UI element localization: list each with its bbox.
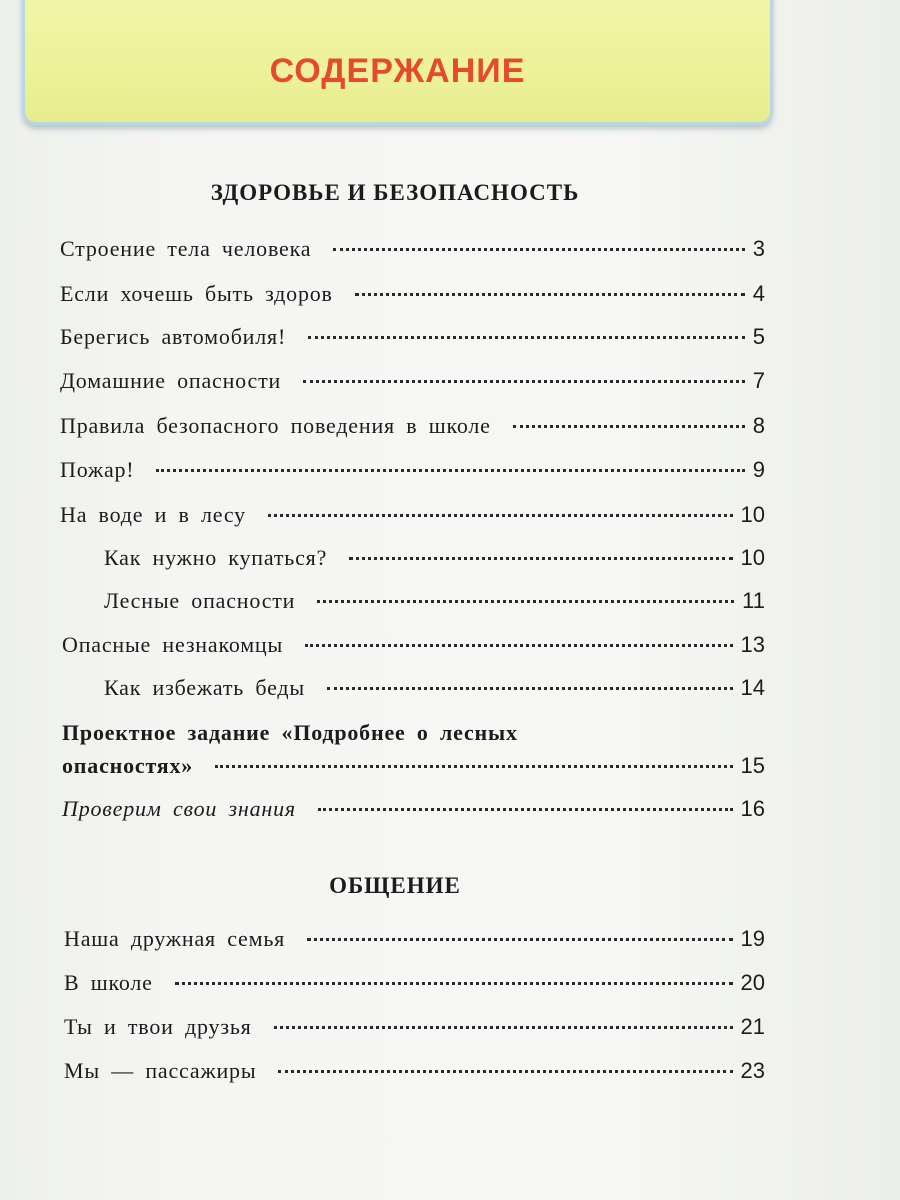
toc-page-number: 20 [740, 970, 765, 995]
toc-entry[interactable] [60, 236, 765, 262]
leader-dots [308, 336, 745, 339]
leader-dots [175, 982, 733, 985]
toc-subentry[interactable] [104, 545, 765, 571]
toc-entry[interactable] [60, 368, 765, 394]
toc-page-number: 11 [742, 588, 765, 613]
toc-page-number: 19 [740, 926, 765, 951]
toc-entry-label: Опасные незнакомцы [62, 632, 284, 657]
toc-entry-label: Проверим свои знания [62, 796, 296, 821]
toc-entry-label: В школе [64, 970, 153, 995]
leader-dots [318, 808, 733, 811]
toc-subentry[interactable] [104, 675, 765, 701]
toc-page-number: 21 [740, 1014, 765, 1039]
toc-page-number: 16 [740, 796, 765, 821]
toc-page-number: 3 [752, 236, 765, 261]
toc-entry-label: Если хочешь быть здоров [60, 281, 333, 306]
toc-page-number: 10 [740, 502, 765, 527]
leader-dots [355, 293, 745, 296]
toc-page-number: 14 [740, 675, 765, 700]
toc-entry-label: Правила безопасного поведения в школе [60, 413, 491, 438]
leader-dots [156, 469, 744, 472]
toc-page-number: 9 [752, 457, 765, 482]
section-heading-communication: ОБЩЕНИЕ [329, 873, 461, 898]
section-heading-health: ЗДОРОВЬЕ И БЕЗОПАСНОСТЬ [210, 180, 580, 205]
leader-dots [274, 1026, 733, 1029]
toc-page-number: 4 [752, 281, 765, 306]
leader-dots [327, 687, 733, 690]
toc-page-number: 23 [740, 1058, 765, 1083]
toc-page-number: 7 [752, 368, 765, 393]
toc-entry-label: На воде и в лесу [60, 502, 246, 527]
leader-dots [513, 425, 745, 428]
toc-review-entry[interactable] [62, 796, 765, 822]
toc-page-number: 8 [752, 413, 765, 438]
toc-page-number: 13 [740, 632, 765, 657]
toc-page-number: 5 [752, 324, 765, 349]
toc-project-entry[interactable] [62, 753, 765, 779]
toc-entry-label: Домашние опасности [60, 368, 282, 393]
toc-entry-label: Берегись автомобиля! [60, 324, 287, 349]
leader-dots [278, 1070, 732, 1073]
leader-dots [268, 514, 733, 517]
toc-entry[interactable] [60, 281, 765, 307]
toc-entry[interactable] [64, 926, 765, 952]
toc-entry[interactable] [60, 457, 765, 483]
toc-page-number: 15 [740, 753, 765, 778]
leader-dots [305, 644, 732, 647]
leader-dots [317, 600, 734, 603]
toc-subentry[interactable] [104, 588, 765, 614]
toc-entry-label: Строение тела человека [60, 236, 312, 261]
toc-project-entry-line1[interactable]: Проектное задание «Подробнее о лесных [62, 720, 518, 745]
toc-entry-label: Пожар! [60, 457, 135, 482]
contents-title: СОДЕРЖАНИЕ [269, 52, 526, 90]
toc-page-number: 10 [740, 545, 765, 570]
toc-entry[interactable] [60, 502, 765, 528]
leader-dots [333, 248, 744, 251]
toc-entry[interactable] [60, 324, 765, 350]
toc-entry[interactable] [64, 1014, 765, 1040]
toc-entry[interactable] [64, 970, 765, 996]
leader-dots [303, 380, 745, 383]
toc-entry-label: Мы — пассажиры [64, 1058, 257, 1083]
toc-entry-label: Лесные опасности [104, 588, 296, 613]
toc-entry-label: Как нужно купаться? [104, 545, 328, 570]
toc-entry[interactable] [60, 413, 765, 439]
toc-entry[interactable] [62, 632, 765, 658]
contents-banner [22, 0, 773, 125]
leader-dots [215, 765, 732, 768]
toc-entry-label: Ты и твои друзья [64, 1014, 252, 1039]
leader-dots [349, 557, 732, 560]
leader-dots [307, 938, 732, 941]
toc-entry-label: Как избежать беды [104, 675, 305, 700]
toc-entry-label: Наша дружная семья [64, 926, 286, 951]
toc-entry-label: опасностях» [62, 753, 194, 778]
toc-entry[interactable] [64, 1058, 765, 1084]
